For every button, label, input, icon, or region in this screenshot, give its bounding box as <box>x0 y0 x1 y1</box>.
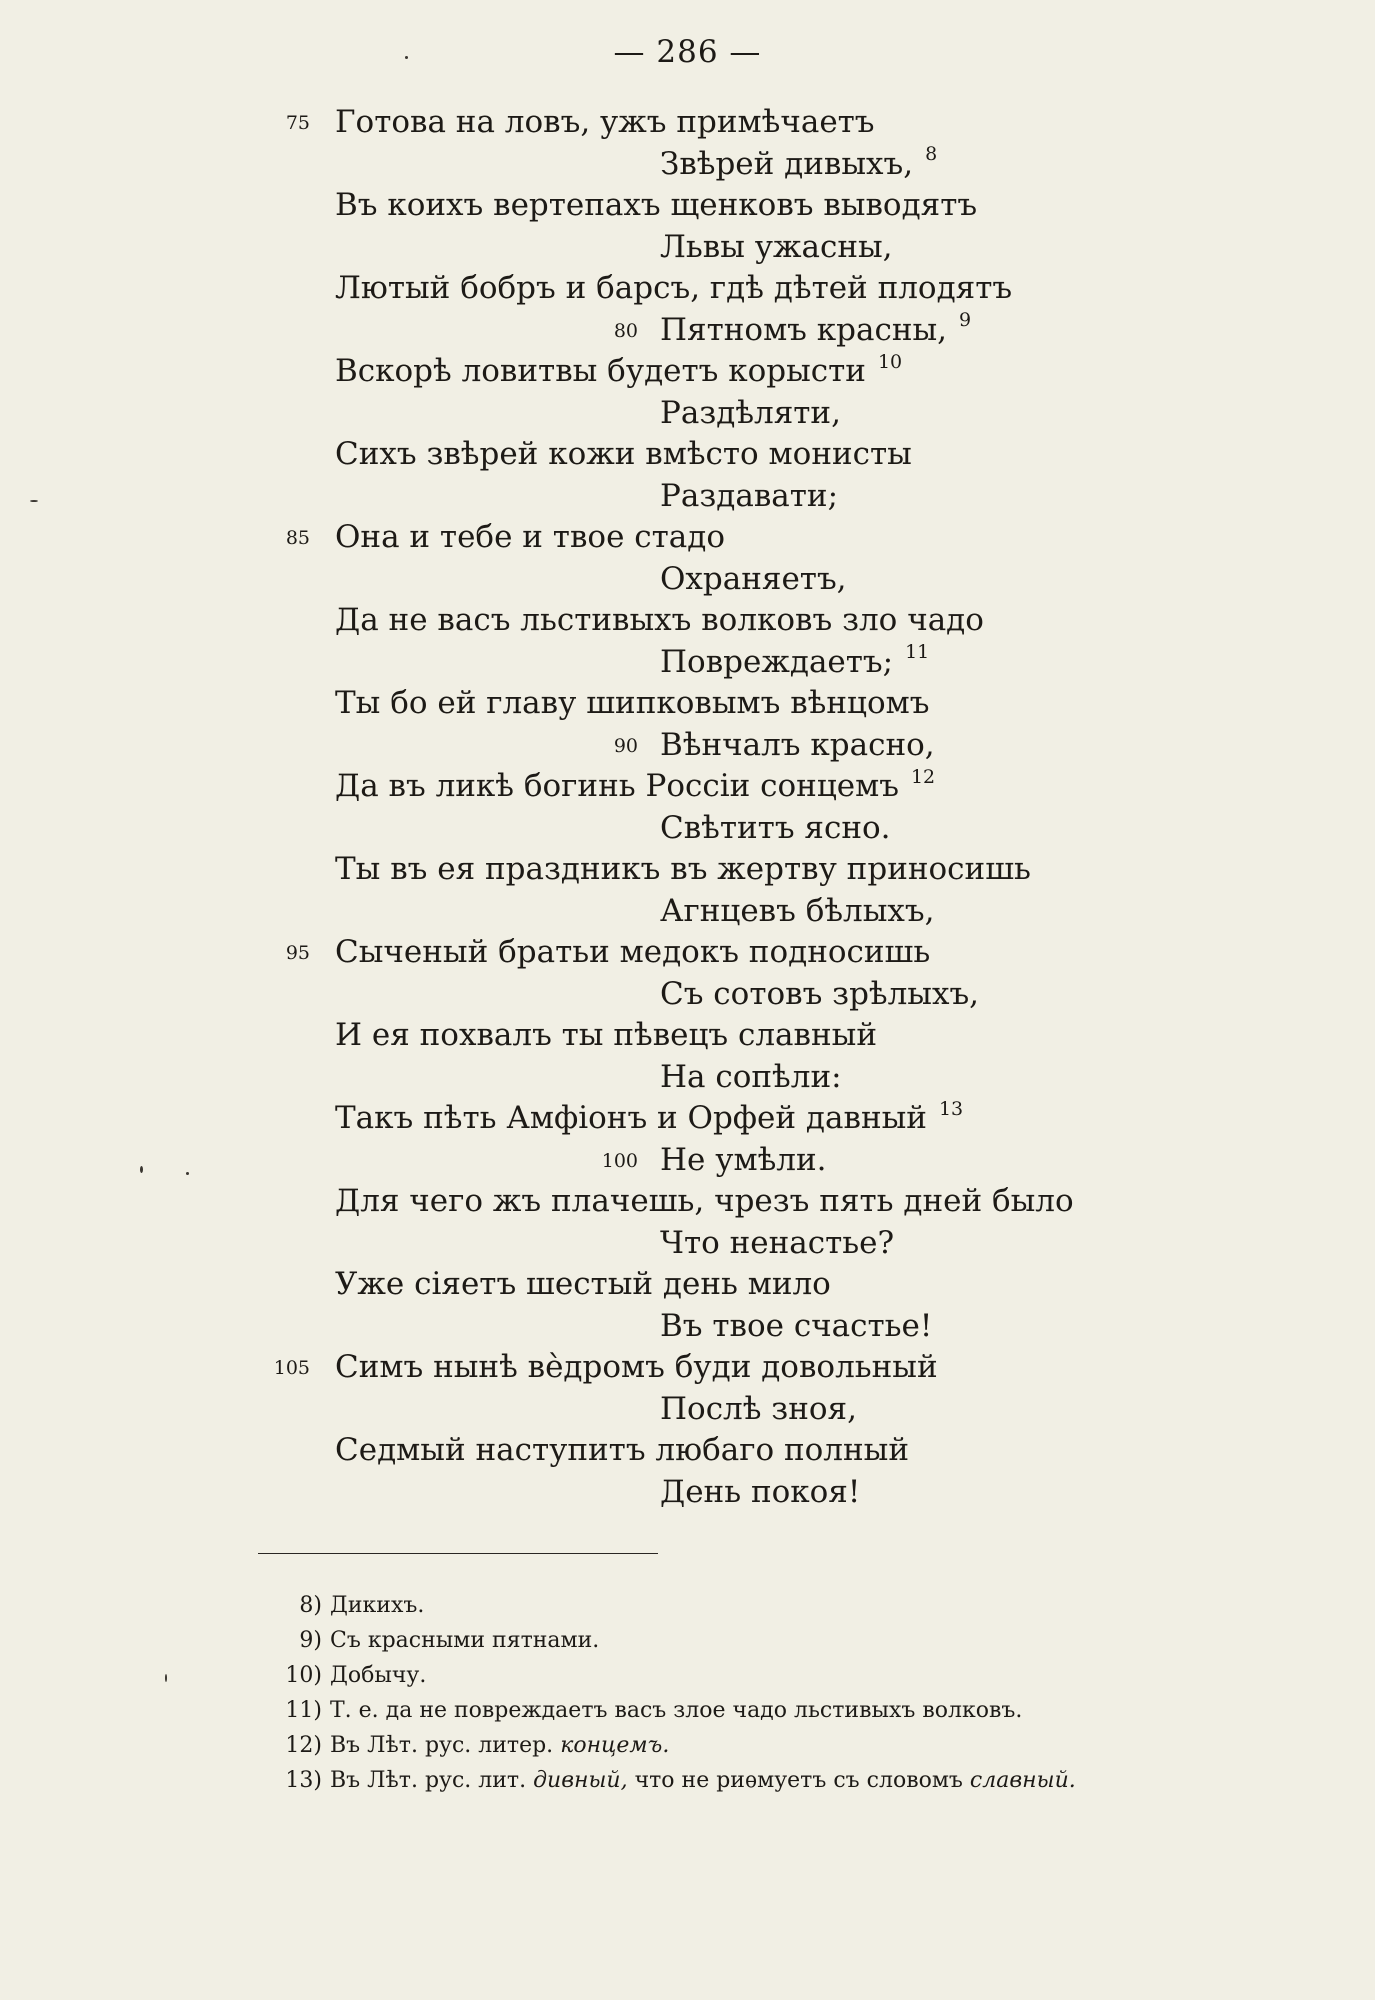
footnote-segment: Въ Лѣт. рус. литер. <box>330 1733 561 1758</box>
footnote-marker: 11 <box>905 641 930 664</box>
poem-line <box>0 1389 1375 1431</box>
poem-line <box>0 600 1375 642</box>
footnote-italic: славный. <box>969 1768 1076 1793</box>
footnote-segment: Добычу. <box>330 1663 427 1688</box>
poem-line <box>0 310 1375 352</box>
poem-line-text <box>335 1430 909 1472</box>
verse-text: Агнцевъ бѣлыхъ, <box>660 892 935 929</box>
poem-line <box>0 144 1375 186</box>
poem-line-text <box>660 393 841 435</box>
poem-line <box>0 1140 1375 1182</box>
poem-line <box>0 517 1375 559</box>
footnote-number: 11) <box>285 1698 322 1723</box>
verse-text: Вѣнчалъ красно, <box>660 726 935 763</box>
verse-text: Свѣтитъ ясно. <box>660 809 891 846</box>
poem-line-text <box>660 808 891 850</box>
verse-text: Да не васъ льстивыхъ волковъ зло чадо <box>335 602 984 638</box>
poem-line <box>0 725 1375 767</box>
footnote-italic: дивный, <box>533 1768 628 1793</box>
poem-line <box>0 476 1375 518</box>
footnote-segment: Дикихъ. <box>330 1593 425 1618</box>
verse-text: Да въ ликѣ богинь Россіи сонцемъ <box>335 768 899 804</box>
footnote <box>0 1693 1375 1728</box>
verse-text: Сыченый братьи медокъ подносишь <box>335 934 931 970</box>
verse-text: Что ненастье? <box>660 1224 895 1261</box>
line-number: 90 <box>613 734 638 757</box>
verse-text: Послѣ зноя, <box>660 1390 857 1427</box>
verse-text: Пятномъ красны, <box>660 311 948 348</box>
poem-line <box>0 642 1375 684</box>
footnote-segment: Т. е. да не повреждаетъ васъ злое чадо льстивыхъ волковъ. <box>330 1698 1023 1723</box>
poem-line-text <box>660 1306 932 1348</box>
verse-text: Звѣрей дивыхъ, <box>660 145 914 182</box>
verse-text: Раздавати; <box>660 477 839 514</box>
poem-line <box>0 227 1375 269</box>
poem-line <box>0 766 1375 808</box>
verse-text: Готова на ловъ, ужъ примѣчаетъ <box>335 104 875 140</box>
verse-text: Сихъ звѣрей кожи вмѣсто монисты <box>335 436 912 472</box>
poem-line-text <box>335 351 902 393</box>
poem-line-text <box>660 642 929 684</box>
poem-line <box>0 351 1375 393</box>
footnote <box>0 1763 1375 1798</box>
verse-text: Седмый наступитъ любаго полный <box>335 1432 909 1468</box>
verse-text: Охраняетъ, <box>660 560 847 597</box>
line-number: 85 <box>285 527 310 549</box>
poem-line <box>0 1181 1375 1223</box>
poem-line <box>0 268 1375 310</box>
poem-line <box>0 1015 1375 1057</box>
poem-line <box>0 393 1375 435</box>
poem-line-text <box>660 310 971 352</box>
verse-text: Не умѣли. <box>660 1141 827 1178</box>
footnote <box>0 1658 1375 1693</box>
poem-body <box>0 102 1375 1513</box>
line-number: 100 <box>601 1149 638 1172</box>
verse-text: Лютый бобръ и барсъ, гдѣ дѣтей плодятъ <box>335 270 1013 306</box>
poem-line-text <box>335 1347 938 1389</box>
poem-line-text <box>660 1223 894 1265</box>
poem-line-text <box>335 102 875 144</box>
verse-text: Вскорѣ ловитвы будетъ корысти <box>335 353 866 389</box>
footnote-number: 10) <box>285 1663 322 1688</box>
verse-text: Въ коихъ вертепахъ щенковъ выводятъ <box>335 187 978 223</box>
line-number: 75 <box>285 112 310 134</box>
page-number: — 286 — <box>613 34 762 70</box>
paper-speck <box>165 1674 167 1682</box>
footnote-text <box>330 1763 1076 1798</box>
poem-line-text <box>335 517 725 559</box>
footnote <box>0 1623 1375 1658</box>
poem-line-text <box>335 185 977 227</box>
poem-line-text <box>335 766 935 808</box>
footnote-marker: 13 <box>938 1097 964 1120</box>
paper-speck <box>186 1172 189 1175</box>
poem-line <box>0 1264 1375 1306</box>
poem-line <box>0 849 1375 891</box>
footnote-marker: 8 <box>925 143 938 166</box>
poem-line-text <box>335 849 1031 891</box>
footnote-text <box>330 1728 669 1763</box>
verse-text: Уже сіяетъ шестый день мило <box>335 1266 831 1302</box>
footnote-number: 8) <box>299 1593 322 1618</box>
poem-line-text <box>335 434 912 476</box>
footnote-marker: 12 <box>910 765 936 788</box>
verse-text: Для чего жъ плачешь, чрезъ пять дней было <box>335 1183 1074 1219</box>
verse-text: Раздѣляти, <box>660 394 841 431</box>
verse-text: Она и тебе и твое стадо <box>335 519 726 555</box>
poem-line-text <box>335 600 984 642</box>
poem-line <box>0 1472 1375 1514</box>
poem-line-text <box>660 227 893 269</box>
line-number: 95 <box>285 942 310 964</box>
poem-line <box>0 932 1375 974</box>
verse-text: Въ твое счастье! <box>660 1307 933 1344</box>
paper-speck <box>30 500 38 502</box>
footnote-rule <box>258 1553 658 1554</box>
poem-line <box>0 974 1375 1016</box>
verse-text: Такъ пѣть Амфіонъ и Орфей давный <box>335 1100 927 1136</box>
footnote-marker: 9 <box>959 309 972 332</box>
poem-line-text <box>660 725 935 767</box>
poem-line-text <box>660 1389 857 1431</box>
poem-line-text <box>660 1057 842 1099</box>
line-number: 105 <box>273 1357 310 1379</box>
footnote-text <box>330 1693 1022 1728</box>
footnote-segment: что не риѳмуетъ съ словомъ <box>627 1768 970 1793</box>
footnote <box>0 1588 1375 1623</box>
poem-line-text <box>660 1472 860 1514</box>
poem-line <box>0 1057 1375 1099</box>
poem-line-text <box>660 144 937 186</box>
poem-line <box>0 1430 1375 1472</box>
poem-line <box>0 185 1375 227</box>
footnote-number: 13) <box>285 1768 322 1793</box>
footnote-text <box>330 1588 424 1623</box>
poem-line <box>0 559 1375 601</box>
verse-text: Повреждаетъ; <box>660 643 894 680</box>
paper-speck <box>405 56 408 59</box>
footnote <box>0 1728 1375 1763</box>
line-number: 80 <box>613 319 638 342</box>
verse-text: Съ сотовъ зрѣлыхъ, <box>660 975 980 1012</box>
poem-line-text <box>660 476 838 518</box>
poem-line <box>0 1347 1375 1389</box>
poem-line <box>0 891 1375 933</box>
footnote-text <box>330 1623 599 1658</box>
poem-line-text <box>335 268 1012 310</box>
poem-line <box>0 808 1375 850</box>
footnote-segment: Въ Лѣт. рус. лит. <box>330 1768 534 1793</box>
poem-line <box>0 1223 1375 1265</box>
poem-line-text <box>335 1015 877 1057</box>
poem-line <box>0 434 1375 476</box>
poem-line-text <box>335 1181 1074 1223</box>
poem-line <box>0 683 1375 725</box>
footnote-segment: Съ красными пятнами. <box>330 1628 600 1653</box>
poem-line-text <box>660 891 934 933</box>
footnote-italic: концемъ. <box>560 1733 670 1758</box>
poem-line <box>0 102 1375 144</box>
poem-line-text <box>335 932 930 974</box>
poem-line-text <box>335 683 929 725</box>
paper-speck <box>140 1166 143 1173</box>
footnote-marker: 10 <box>877 350 903 373</box>
verse-text: Ты бо ей главу шипковымъ вѣнцомъ <box>335 685 930 721</box>
verse-text: День покоя! <box>660 1473 861 1510</box>
footnote-number: 12) <box>285 1733 322 1758</box>
verse-text: И ея похвалъ ты пѣвецъ славный <box>335 1017 877 1053</box>
poem-line-text <box>335 1264 831 1306</box>
footnote-number: 9) <box>299 1628 322 1653</box>
poem-line <box>0 1098 1375 1140</box>
poem-line <box>0 1306 1375 1348</box>
footnote-text <box>330 1658 426 1693</box>
poem-line-text <box>660 559 847 601</box>
verse-text: На сопѣли: <box>660 1058 842 1095</box>
poem-line-text <box>660 1140 827 1182</box>
poem-line-text <box>660 974 979 1016</box>
footnotes <box>0 1588 1375 1798</box>
verse-text: Львы ужасны, <box>660 228 893 265</box>
verse-text: Ты въ ея праздникъ въ жертву приносишь <box>335 851 1031 887</box>
poem-line-text <box>335 1098 963 1140</box>
verse-text: Симъ нынѣ вѐдромъ буди довольный <box>335 1349 938 1385</box>
